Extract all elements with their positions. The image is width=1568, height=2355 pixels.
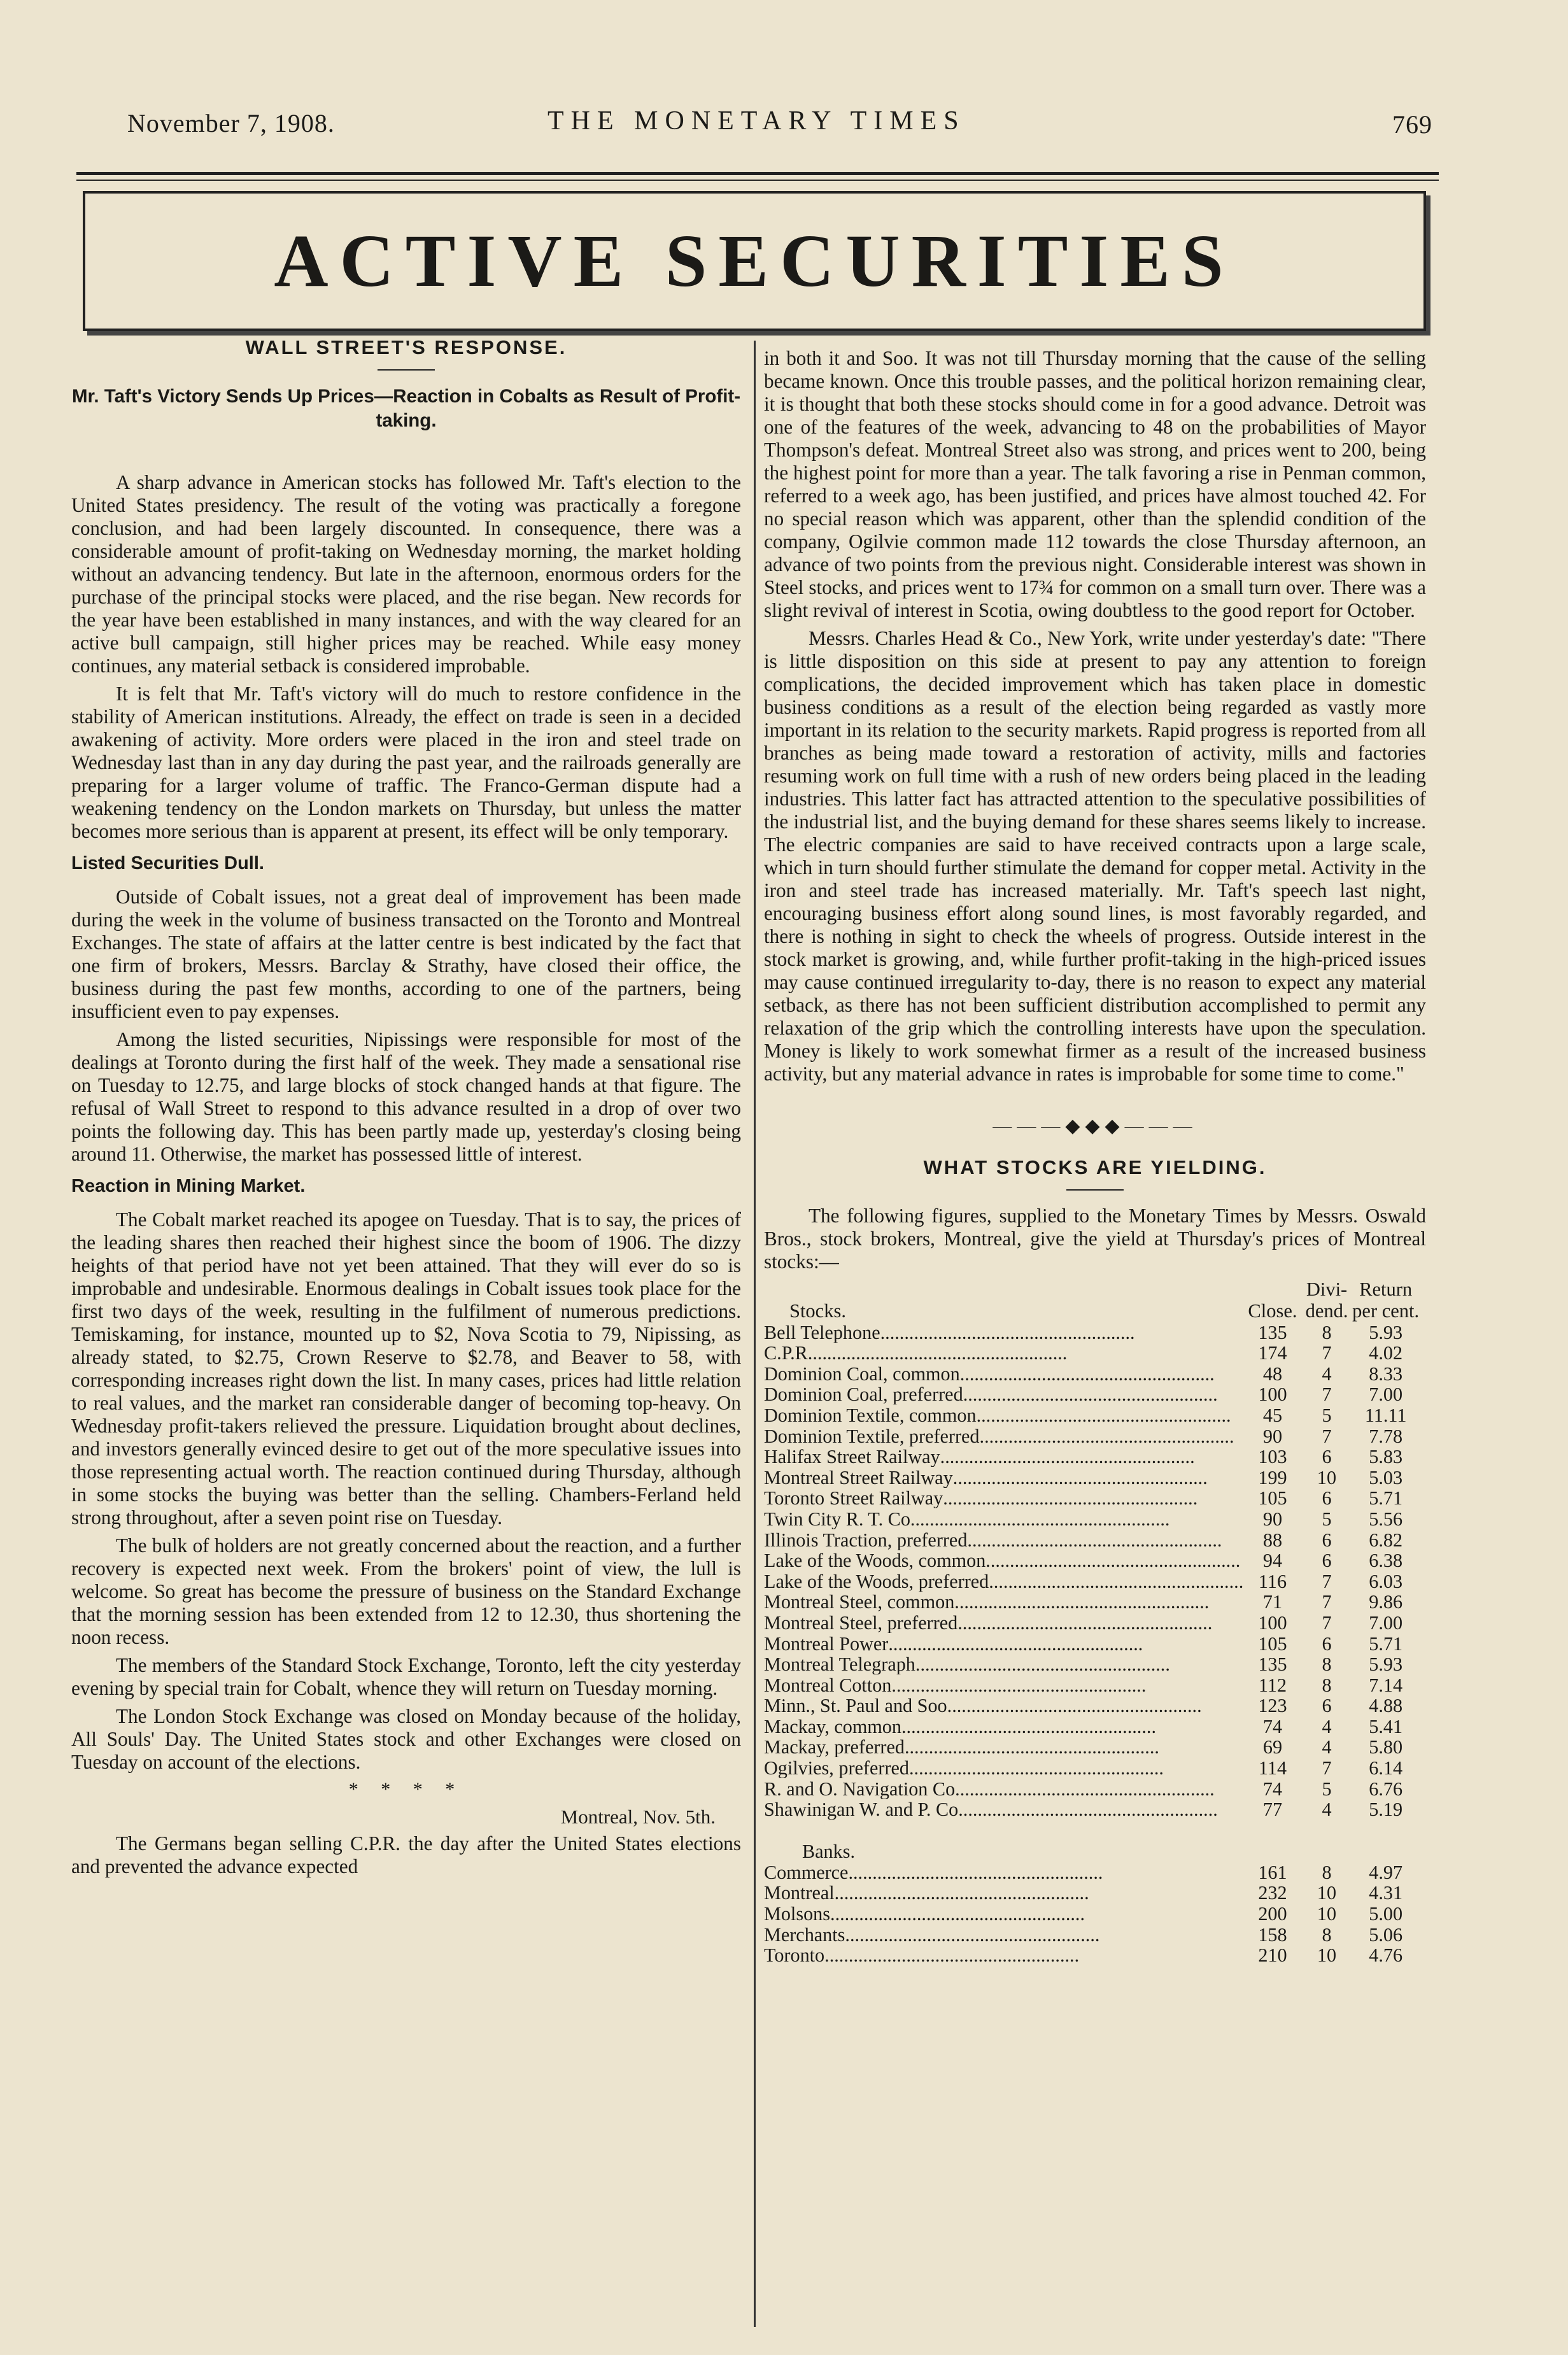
stock-name: Mackay, common [764, 1716, 901, 1737]
stock-name-cell [764, 1508, 1243, 1529]
dot-leader: ..................................................... [891, 1674, 1147, 1695]
stock-name-cell [764, 1404, 1243, 1425]
table-row [764, 1945, 1420, 1966]
stock-name-cell [764, 1862, 1243, 1883]
publication-title: THE MONETARY TIMES [547, 106, 966, 136]
return-cell: 5.83 [1369, 1446, 1403, 1468]
return-cell: 7.00 [1369, 1611, 1403, 1634]
return-cell: 8.33 [1369, 1362, 1403, 1385]
return-cell: 5.41 [1369, 1715, 1403, 1737]
stock-name: Montreal [764, 1882, 835, 1904]
close-cell: 94 [1262, 1550, 1283, 1572]
dividend-cell: 10 [1317, 1903, 1337, 1925]
dot-leader: ..................................................... [989, 1571, 1244, 1592]
stock-name: Ogilvies, preferred [764, 1757, 909, 1779]
dividend-cell: 8 [1322, 1861, 1332, 1883]
article-subhead: Mr. Taft's Victory Sends Up Prices—Reaction in Cobalts as Result of Profit-taking. [71, 386, 741, 431]
dividend-cell: 5 [1322, 1778, 1332, 1800]
stock-name-cell [764, 1924, 1243, 1945]
close-cell: 100 [1258, 1383, 1287, 1406]
stock-name: Lake of the Woods, common [764, 1550, 986, 1571]
stock-name-cell [764, 1945, 1243, 1966]
table-row [764, 1862, 1420, 1883]
article-headline: WALL STREET'S RESPONSE. [245, 336, 567, 358]
stock-name-cell [764, 1529, 1243, 1550]
stock-name-cell [764, 1592, 1243, 1613]
stock-name-cell [764, 1363, 1243, 1384]
dividend-cell: 8 [1322, 1923, 1332, 1946]
paragraph: The Germans began selling C.P.R. the day after the United States elections and prevented the advance expected [71, 1832, 741, 1878]
stock-name-cell [764, 1425, 1243, 1446]
dividend-cell: 7 [1322, 1611, 1332, 1634]
paragraph: The Cobalt market reached its apogee on Tuesday. That is to say, the prices of the leading shares then reached their highest since the boom of 1906. The dizzy heights of that period have not yet been attained. That they will ever do so is improbable and undesirable. Enormous dealings in Cobalt issues took place for the first two days of the week, resulting in the fulfilment of numerous predictions. Temiskaming, for instance, mounted up to $2, Nova Scotia to 79, Nipissing, as already stated, to $2.75, Crown Reserve to $2.78, and Beaver to 58, with corresponding increases right down the list. In many cases, prices had little relation to real values, and the market ran considerable danger of becoming top-heavy. On Wednesday profit-takers relieved the pressure. Liquidation brought about declines, and investors generally evinced desire to get out of the more speculative issues into those representing actual worth. The reaction continued during Thursday, although in some stocks the buying was better than the selling. Chambers-Ferland held strong throughout, after a seven point rise on Tuesday. [71, 1208, 741, 1529]
close-cell: 174 [1258, 1342, 1287, 1364]
return-cell: 5.00 [1369, 1903, 1403, 1925]
stock-name: Montreal Power [764, 1632, 889, 1654]
stock-name: Lake of the Woods, preferred [764, 1571, 989, 1592]
dividend-cell: 8 [1322, 1321, 1332, 1343]
article-headline: WHAT STOCKS ARE YIELDING. [923, 1156, 1267, 1178]
dateline: Montreal, Nov. 5th. [560, 1806, 716, 1828]
column-divider [754, 341, 756, 2327]
banks-label: Banks. [802, 1841, 856, 1863]
section-title: ACTIVE SECURITIES [274, 219, 1235, 302]
banks-section [764, 1820, 1420, 1862]
table-row [764, 1903, 1420, 1924]
stock-name: Montreal Cotton [764, 1674, 892, 1695]
close-cell: 90 [1262, 1425, 1283, 1447]
table-row [764, 1550, 1420, 1571]
dividend-cell: 6 [1322, 1487, 1332, 1510]
dot-leader: ..................................................... [824, 1944, 1080, 1966]
stock-name-cell [764, 1903, 1243, 1924]
paragraph: A sharp advance in American stocks has followed Mr. Taft's election to the United States presidency. The result of the voting was practically a foregone conclusion, and had been largely discounted. In consequence, there was a considerable amount of profit-taking on Wednesday morning, the market holding without an advancing tendency. But late in the afternoon, enormous orders for the purchase of the principal stocks were placed, and the rise began. New records for the year have been established in many instances, and with the way cleared for an active bull campaign, still higher prices may be reached. While easy money continues, any material setback is considered improbable. [71, 471, 741, 677]
return-cell: 5.71 [1369, 1632, 1403, 1655]
stock-name: Montreal Steel, common [764, 1591, 955, 1613]
return-cell: 4.02 [1369, 1342, 1403, 1364]
dividend-cell: 7 [1322, 1757, 1332, 1779]
table-row [764, 1446, 1420, 1467]
section-heading: Listed Securities Dull. [71, 853, 264, 873]
stock-name: Bell Telephone [764, 1322, 880, 1343]
column-header-stocks: Stocks. [789, 1300, 846, 1322]
dot-leader: ..................................................... [908, 1757, 1164, 1779]
stock-name-cell [764, 1757, 1243, 1778]
table-row [764, 1529, 1420, 1550]
bank-rows [764, 1862, 1420, 1965]
dividend-cell: 6 [1322, 1695, 1332, 1717]
dot-leader: ..................................................... [888, 1632, 1143, 1654]
close-cell: 210 [1258, 1944, 1287, 1967]
return-cell: 5.93 [1369, 1653, 1403, 1676]
close-cell: 161 [1258, 1861, 1287, 1883]
stock-rows [764, 1322, 1420, 1820]
header-rule-thin [76, 180, 1439, 181]
table-row [764, 1592, 1420, 1613]
yields-table [764, 1278, 1420, 1965]
dot-leader: ..................................................... [830, 1903, 1085, 1925]
table-row [764, 1612, 1420, 1633]
stock-name-cell [764, 1612, 1243, 1633]
dividend-cell: 8 [1322, 1674, 1332, 1696]
table-header-row [764, 1278, 1420, 1322]
issue-date: November 7, 1908. [127, 109, 335, 138]
stock-name-cell [764, 1716, 1243, 1737]
dot-leader: ..................................................... [845, 1924, 1100, 1945]
return-cell: 7.78 [1369, 1425, 1403, 1447]
dividend-cell: 4 [1322, 1799, 1332, 1821]
dividend-cell: 7 [1322, 1342, 1332, 1364]
stock-name-cell [764, 1446, 1243, 1467]
dividend-cell: 5 [1322, 1404, 1332, 1426]
stock-name-cell [764, 1778, 1243, 1799]
close-cell: 135 [1258, 1653, 1287, 1676]
paragraph: The London Stock Exchange was closed on Monday because of the holiday, All Souls' Day. The United States stock and other Exchanges were closed on Tuesday on account of the elections. [71, 1705, 741, 1773]
dividend-cell: 6 [1322, 1632, 1332, 1655]
stock-name-cell [764, 1883, 1243, 1904]
stock-name: Montreal Telegraph [764, 1653, 915, 1675]
table-row [764, 1322, 1420, 1343]
close-cell: 103 [1258, 1446, 1287, 1468]
return-cell: 5.80 [1369, 1736, 1403, 1758]
close-cell: 232 [1258, 1882, 1287, 1904]
return-cell: 4.97 [1369, 1861, 1403, 1883]
section-banner [83, 191, 1426, 331]
page-number: 769 [1392, 110, 1432, 139]
stock-name-cell [764, 1322, 1243, 1343]
column-header-dividend: Divi- dend. [1305, 1278, 1348, 1322]
close-cell: 88 [1262, 1529, 1283, 1551]
close-cell: 100 [1258, 1611, 1287, 1634]
headline-rule [378, 369, 435, 371]
close-cell: 135 [1258, 1321, 1287, 1343]
dot-leader: ..................................................... [848, 1862, 1103, 1883]
table-row [764, 1425, 1420, 1446]
dividend-cell: 5 [1322, 1508, 1332, 1530]
table-row [764, 1737, 1420, 1758]
stock-name: Merchants [764, 1924, 845, 1945]
close-cell: 105 [1258, 1487, 1287, 1510]
return-cell: 4.31 [1369, 1882, 1403, 1904]
table-row [764, 1633, 1420, 1654]
dividend-cell: 6 [1322, 1446, 1332, 1468]
column-header-return: Return per cent. [1352, 1278, 1420, 1322]
return-cell: 5.93 [1369, 1321, 1403, 1343]
table-row [764, 1924, 1420, 1945]
table-row [764, 1654, 1420, 1675]
stock-name: Illinois Traction, preferred [764, 1529, 968, 1550]
dividend-cell: 4 [1322, 1715, 1332, 1737]
running-header [127, 95, 1439, 146]
close-cell: 45 [1262, 1404, 1283, 1426]
paragraph: Among the listed securities, Nipissings were responsible for most of the dealings at Toronto during the first half of the week. They made a sensational rise on Tuesday to 12.75, and large blocks of stock changed hands at that figure. The refusal of Wall Street to respond to this advance resulted in a drop of over two points the following day. This has been partly made up, yesterday's closing being around 11. Otherwise, the market has possessed little of interest. [71, 1028, 741, 1165]
dot-leader: ..................................................... [954, 1591, 1210, 1613]
stock-name: Twin City R. T. Co. [764, 1508, 915, 1529]
paragraph: The bulk of holders are not greatly concerned about the reaction, and a further recovery is expected next week. From the brokers' point of view, the lull is welcome. So great has become the pressure of business on the Standard Exchange that the morning session has been extended from 12 to 12.30, thus shortening the noon recess. [71, 1534, 741, 1648]
table-row [764, 1508, 1420, 1529]
dot-leader: ..................................................... [952, 1467, 1208, 1488]
stock-name-cell [764, 1674, 1243, 1695]
headline-rule [1066, 1189, 1124, 1191]
paragraph: Outside of Cobalt issues, not a great deal of improvement has been made during the week in the volume of business transacted on the Toronto and Montreal Exchanges. The state of affairs at the latter centre is best indicated by the fact that one firm of brokers, Messrs. Barclay & Strathy, have closed their office, the business during the past few months, according to one of the partners, being insufficient even to pay expenses. [71, 886, 741, 1022]
table-row [764, 1799, 1420, 1820]
close-cell: 74 [1262, 1778, 1283, 1800]
stock-name-cell [764, 1550, 1243, 1571]
table-row [764, 1363, 1420, 1384]
dividend-cell: 7 [1322, 1591, 1332, 1613]
return-cell: 7.14 [1369, 1674, 1403, 1696]
return-cell: 6.76 [1369, 1778, 1403, 1800]
table-row [764, 1571, 1420, 1592]
dot-leader: ..................................................... [880, 1322, 1135, 1343]
dividend-cell: 10 [1317, 1944, 1337, 1967]
section-heading: Reaction in Mining Market. [71, 1176, 306, 1196]
stock-name: Montreal Steel, preferred [764, 1612, 958, 1633]
stock-name: Dominion Textile, common [764, 1404, 977, 1425]
paragraph: Messrs. Charles Head & Co., New York, write under yesterday's date: "There is little disposition on this side at present to pay any attention to foreign complications, the decided improvement which has taken place in domestic business conditions as a result of the election being regarded as vastly more important in its relation to the security markets. Rapid progress is reported from all branches as being made toward a restoration of activity, mills and factories resuming work on full time with a rush of new orders being placed in the leading industries. This latter fact has attracted attention to the speculative possibilities of the industrial list, and the buying demand for these shares seems likely to increase. The electric companies are said to have received contracts upon a large scale, which in turn should further stimulate the demand for copper metal. Activity in the iron and steel trade has increased materially. Mr. Taft's speech last night, encouraging business effort along sound lines, is most favorably regarded, and there is nothing in sight to check the wheels of progress. Outside interest in the stock market is growing, and, while further profit-taking in the high-priced issues may cause continued irregularity to-day, there is no reason to expect any material setback, as there has not been sufficient distribution accomplished to permit any relaxation of the grip which the controlling interests have upon the speculation. Money is likely to work somewhat firmer as a result of the increased business activity, but any material advance in rates is improbable for some time to come." [764, 627, 1426, 1085]
dividend-cell: 8 [1322, 1653, 1332, 1676]
close-cell: 123 [1258, 1695, 1287, 1717]
column-header-close: Close. [1248, 1300, 1297, 1322]
stock-name: Mackay, preferred [764, 1736, 905, 1758]
stock-name-cell [764, 1737, 1243, 1758]
dividend-cell: 10 [1317, 1882, 1337, 1904]
table-row [764, 1883, 1420, 1904]
dividend-cell: 4 [1322, 1736, 1332, 1758]
return-cell: 7.00 [1369, 1383, 1403, 1406]
return-cell: 5.03 [1369, 1466, 1403, 1489]
table-intro: The following figures, supplied to the Monetary Times by Messrs. Oswald Bros., stock brokers, Montreal, give the yield at Thursday's prices of Montreal stocks:— [764, 1205, 1426, 1273]
stock-name-cell [764, 1488, 1243, 1509]
table-row [764, 1384, 1420, 1405]
close-cell: 199 [1258, 1466, 1287, 1489]
stock-name: C.P.R. [764, 1342, 813, 1364]
dot-leader: ..................................................... [940, 1446, 1195, 1467]
dot-leader: ..................................................... [985, 1550, 1241, 1571]
stock-name: Dominion Coal, common [764, 1363, 960, 1384]
dot-leader: ..................................................... [915, 1653, 1170, 1675]
banks-label-row [764, 1820, 1420, 1862]
stock-name: Toronto Street Railway [764, 1487, 943, 1509]
table-row [764, 1467, 1420, 1488]
stock-name-cell [764, 1467, 1243, 1488]
table-row [764, 1716, 1420, 1737]
stock-name: Molsons [764, 1903, 831, 1925]
dot-leader: ..................................................... [967, 1529, 1222, 1550]
stock-name-cell [764, 1799, 1243, 1820]
dot-leader: ..................................................... [976, 1404, 1231, 1425]
return-cell: 5.71 [1369, 1487, 1403, 1510]
stock-name-cell [764, 1384, 1243, 1405]
close-cell: 48 [1262, 1362, 1283, 1385]
stock-name: Dominion Textile, preferred [764, 1425, 980, 1446]
paragraph: It is felt that Mr. Taft's victory will do much to restore confidence in the stability of American institutions. Already, the effect on trade is seen in a decided awakening of activity. More orders were placed in the iron and steel trade on Wednesday last than in any day during the past year, and the railroads generally are preparing for a larger volume of traffic. The Franco-German dispute had a weakening tendency on the London markets on Thursday, but unless the matter becomes more serious than is apparent at present, its effect will be only temporary. [71, 682, 741, 842]
section-break-asterisks: * * * * [348, 1779, 464, 1800]
stock-name: R. and O. Navigation Co. [764, 1778, 960, 1799]
return-cell: 11.11 [1364, 1404, 1407, 1426]
right-column [764, 347, 1426, 2340]
return-cell: 6.03 [1369, 1570, 1403, 1592]
dot-leader: ..................................................... [979, 1425, 1234, 1446]
close-cell: 105 [1258, 1632, 1287, 1655]
dot-leader: ..................................................... [963, 1383, 1218, 1405]
dot-leader: ..................................................... [957, 1612, 1213, 1633]
stock-name: Shawinigan W. and P. Co. [764, 1799, 963, 1820]
dot-leader: ..................................................... [812, 1342, 1068, 1364]
dot-leader: ..................................................... [901, 1716, 1156, 1737]
stock-name-cell [764, 1571, 1243, 1592]
return-cell: 5.06 [1369, 1923, 1403, 1946]
return-cell: 6.38 [1369, 1550, 1403, 1572]
return-cell: 5.56 [1369, 1508, 1403, 1530]
dividend-cell: 7 [1322, 1425, 1332, 1447]
dividend-cell: 4 [1322, 1362, 1332, 1385]
stock-name-cell [764, 1633, 1243, 1654]
return-cell: 5.19 [1369, 1799, 1403, 1821]
close-cell: 200 [1258, 1903, 1287, 1925]
dot-leader: ..................................................... [904, 1736, 1159, 1758]
left-column [71, 331, 741, 2330]
close-cell: 112 [1258, 1674, 1287, 1696]
close-cell: 114 [1258, 1757, 1287, 1779]
stock-name: Toronto [764, 1944, 825, 1966]
dot-leader: ..................................................... [963, 1799, 1218, 1820]
dividend-cell: 7 [1322, 1383, 1332, 1406]
close-cell: 158 [1258, 1923, 1287, 1946]
table-row [764, 1404, 1420, 1425]
dividend-cell: 6 [1322, 1550, 1332, 1572]
stock-name-cell [764, 1343, 1243, 1364]
dot-leader: ..................................................... [834, 1882, 1089, 1904]
table-row [764, 1674, 1420, 1695]
table-row [764, 1778, 1420, 1799]
dot-leader: ..................................................... [959, 1778, 1215, 1799]
close-cell: 116 [1258, 1570, 1287, 1592]
stock-name: Commerce [764, 1862, 849, 1883]
paragraph: The members of the Standard Stock Exchange, Toronto, left the city yesterday evening by special train for Cobalt, whence they will return on Tuesday morning. [71, 1654, 741, 1699]
table-row [764, 1757, 1420, 1778]
dividend-cell: 6 [1322, 1529, 1332, 1551]
stock-name: Dominion Coal, preferred [764, 1383, 963, 1405]
return-cell: 6.14 [1369, 1757, 1403, 1779]
return-cell: 9.86 [1369, 1591, 1403, 1613]
close-cell: 77 [1262, 1799, 1283, 1821]
table-row [764, 1343, 1420, 1364]
dividend-cell: 7 [1322, 1570, 1332, 1592]
return-cell: 6.82 [1369, 1529, 1403, 1551]
stock-name: Minn., St. Paul and Soo [764, 1695, 947, 1716]
close-cell: 69 [1262, 1736, 1283, 1758]
close-cell: 74 [1262, 1715, 1283, 1737]
table-row [764, 1695, 1420, 1716]
header-rule [76, 172, 1439, 175]
table-row [764, 1488, 1420, 1509]
stock-name: Montreal Street Railway [764, 1467, 953, 1488]
stock-name-cell [764, 1695, 1243, 1716]
stock-name: Halifax Street Railway [764, 1446, 940, 1467]
dot-leader: ..................................................... [943, 1487, 1198, 1509]
close-cell: 90 [1262, 1508, 1283, 1530]
return-cell: 4.76 [1369, 1944, 1403, 1967]
dot-leader: ..................................................... [947, 1695, 1202, 1716]
stock-name-cell [764, 1654, 1243, 1675]
dividend-cell: 10 [1317, 1466, 1337, 1489]
ornamental-divider: ———◆◆◆——— [992, 1115, 1197, 1136]
close-cell: 71 [1262, 1591, 1283, 1613]
dot-leader: ..................................................... [959, 1363, 1215, 1384]
return-cell: 4.88 [1369, 1695, 1403, 1717]
dot-leader: ..................................................... [915, 1508, 1170, 1529]
paragraph: in both it and Soo. It was not till Thursday morning that the cause of the selling became known. Once this trouble passes, and the political horizon remaining clear, it is thought that both these stocks should come in for a good advance. Detroit was one of the features of the week, advancing to 48 on the probabilities of Mayor Thompson's defeat. Montreal Street also was strong, and prices went to 200, being the highest point for more than a year. The talk favoring a rise in Penman common, referred to a week ago, has been justified, and prices have almost touched 42. For no special reason which was apparent, other than the splendid condition of the company, Ogilvie common made 112 towards the close Thursday afternoon, an advance of two points from the previous night. Considerable interest was shown in Steel stocks, and prices went to 17¾ for common on a small turn over. There was a slight revival of interest in Scotia, owing doubtless to the good report for October. [764, 347, 1426, 621]
